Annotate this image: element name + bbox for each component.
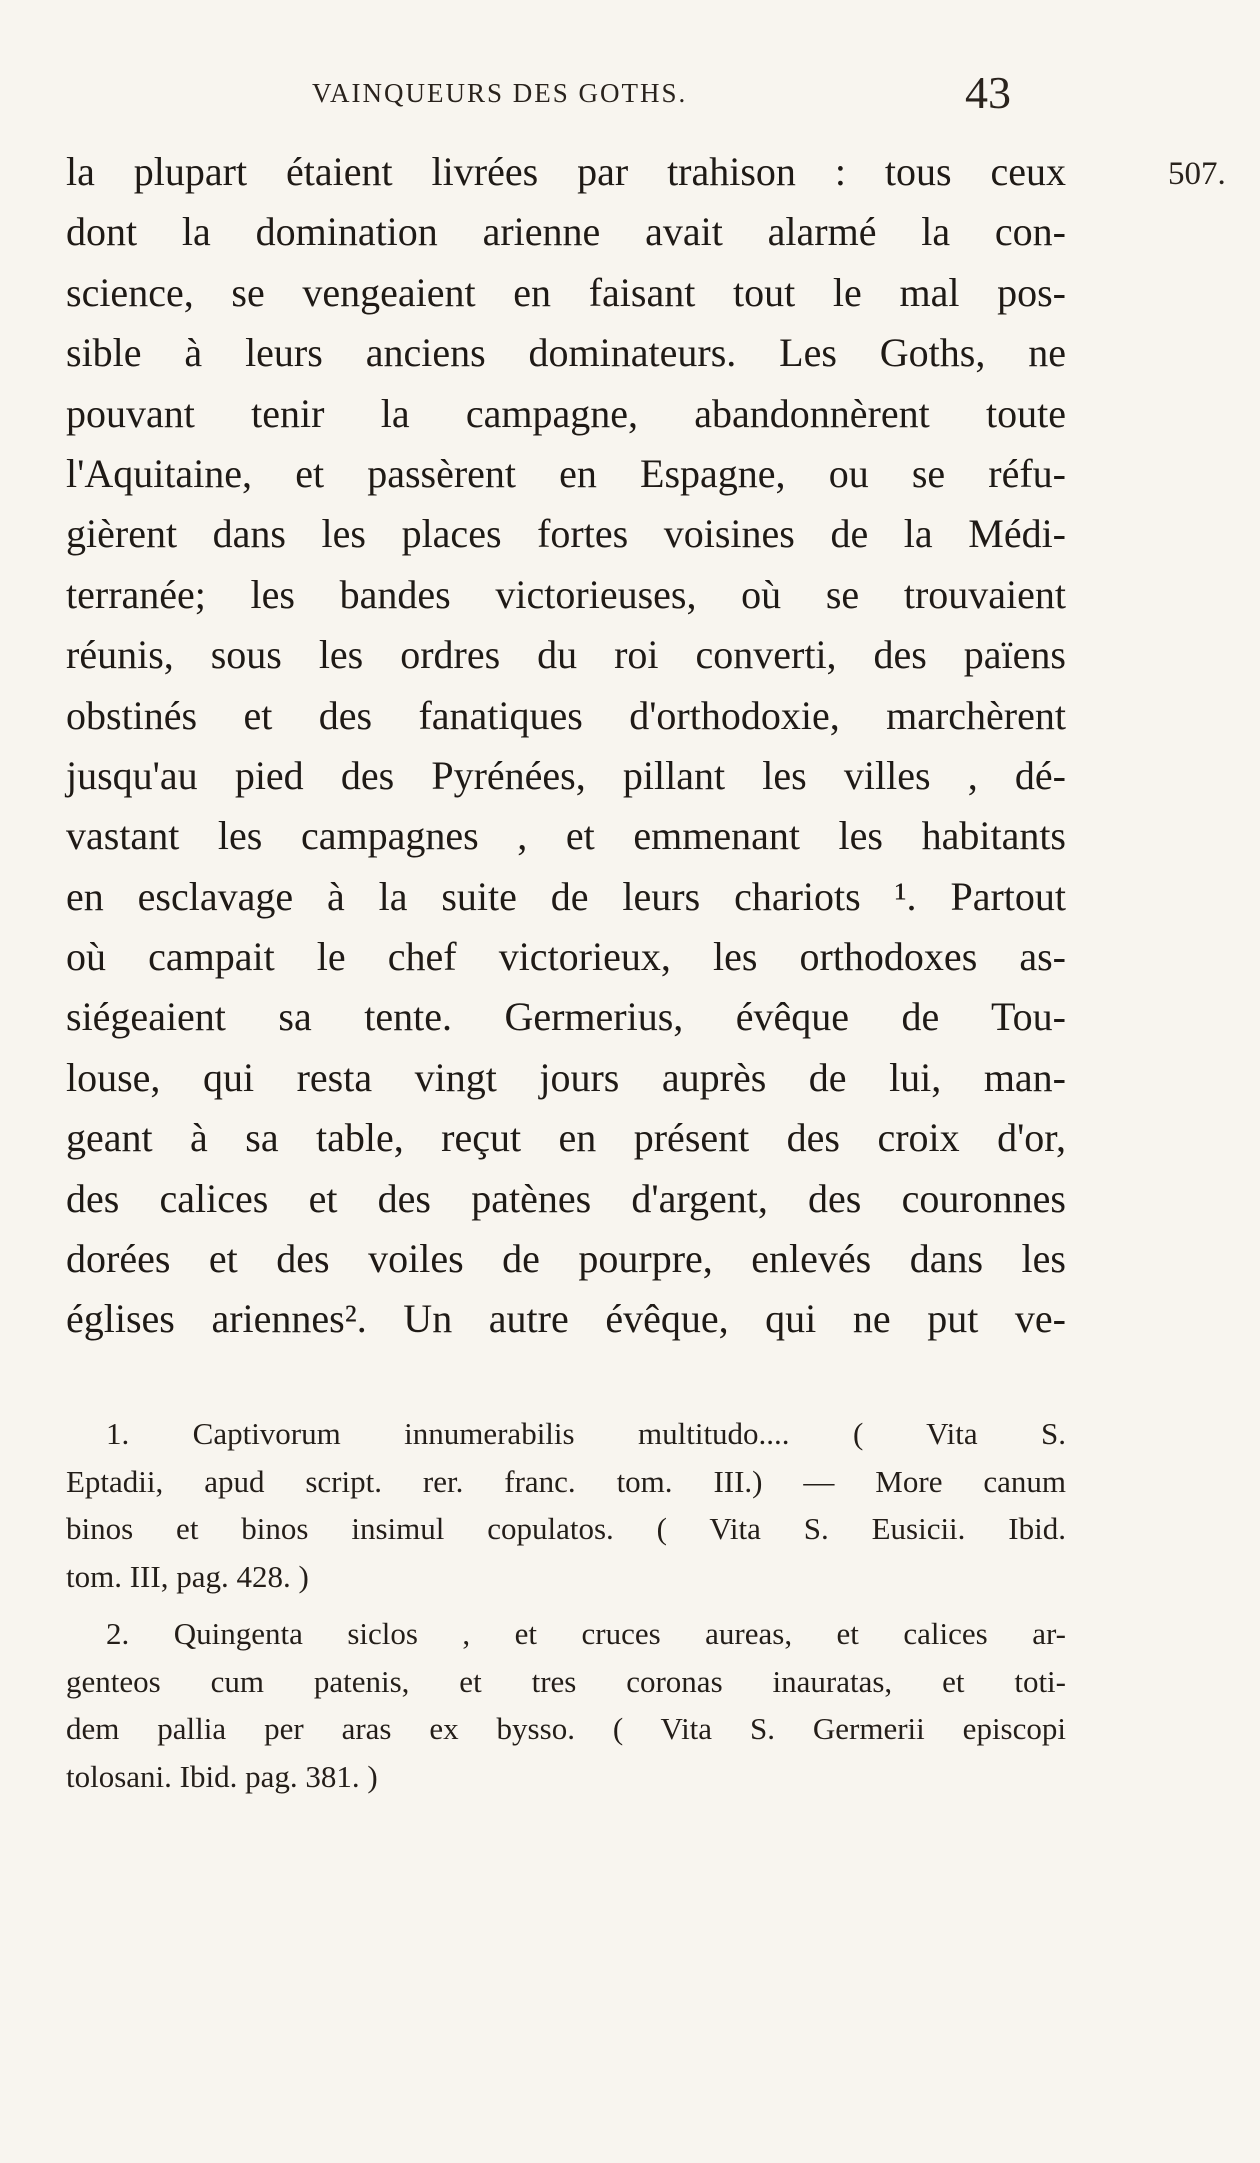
text-line: l'Aquitaine, et passèrent en Espagne, ou se réfu- <box>66 450 1066 496</box>
footnote-2 <box>66 1610 1066 1800</box>
footnote-line: tolosani. Ibid. pag. 381. ) <box>66 1758 378 1794</box>
footnote-line: genteos cum patenis, et tres coronas inauratas, et toti- <box>66 1663 1066 1699</box>
text-line: pouvant tenir la campagne, abandonnèrent toute <box>66 390 1066 436</box>
text-line: où campait le chef victorieux, les orthodoxes as- <box>66 934 1066 980</box>
text-line: dont la domination arienne avait alarmé la con- <box>66 209 1066 255</box>
footnote-line: 1. Captivorum innumerabilis multitudo.... ( Vita S. <box>106 1416 1066 1451</box>
text-line: geant à sa table, reçut en présent des croix d'or, <box>66 1115 1066 1161</box>
text-line: siégeaient sa tente. Germerius, évêque de Tou- <box>66 994 1066 1040</box>
text-line: science, se vengeaient en faisant tout le mal pos- <box>66 269 1066 315</box>
text-line: vastant les campagnes , et emmenant les habitants <box>66 813 1066 859</box>
footnote-line: Eptadii, apud script. rer. franc. tom. III.) — More canum <box>66 1463 1066 1499</box>
page-number: 43 <box>965 67 1011 118</box>
text-line: terranée; les bandes victorieuses, où se trouvaient <box>66 571 1066 617</box>
text-line: gièrent dans les places fortes voisines de la Médi- <box>66 511 1066 557</box>
text-line: des calices et des patènes d'argent, des couronnes <box>66 1175 1066 1221</box>
text-line: réunis, sous les ordres du roi converti, des païens <box>66 632 1066 678</box>
footnote-line: tom. III, pag. 428. ) <box>66 1558 309 1594</box>
body-text <box>66 142 1066 1350</box>
text-line: dorées et des voiles de pourpre, enlevés dans les <box>66 1236 1066 1282</box>
footnote-1 <box>66 1410 1066 1600</box>
text-line: obstinés et des fanatiques d'orthodoxie, marchèrent <box>66 692 1066 738</box>
text-line: louse, qui resta vingt jours auprès de lui, man- <box>66 1054 1066 1100</box>
text-line: sible à leurs anciens dominateurs. Les Goths, ne <box>66 330 1066 376</box>
running-title: VAINQUEURS DES GOTHS. <box>312 78 688 108</box>
footnote-line: binos et binos insimul copulatos. ( Vita S. Eusicii. Ibid. <box>66 1511 1066 1546</box>
footnotes <box>66 1410 1066 1800</box>
text-line: la plupart étaient livrées par trahison : tous ceux <box>66 149 1066 194</box>
footnote-line: dem pallia per aras ex bysso. ( Vita S. Germerii episcopi <box>66 1711 1066 1746</box>
footnote-line: 2. Quingenta siclos , et cruces aureas, et calices ar- <box>106 1616 1066 1651</box>
margin-year-note: 507. <box>1168 156 1226 192</box>
text-line: jusqu'au pied des Pyrénées, pillant les villes , dé- <box>66 752 1066 798</box>
text-line: en esclavage à la suite de leurs chariots ¹. Partout <box>66 873 1066 919</box>
text-line: églises ariennes². Un autre évêque, qui ne put ve- <box>66 1296 1066 1342</box>
